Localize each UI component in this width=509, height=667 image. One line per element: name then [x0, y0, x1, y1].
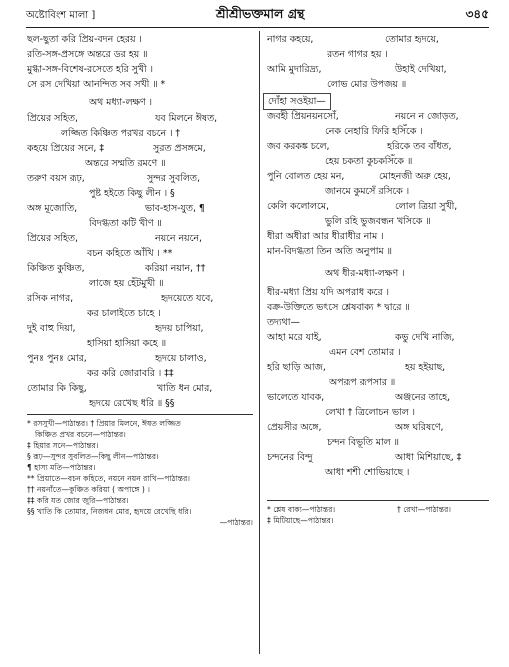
verse-line: কিঞ্চিত কুঞ্চিত, [27, 263, 85, 274]
verse-line: নয়নে ন জোড়ত, [395, 111, 459, 122]
verse-line: অঙ্গ মূজোতি, [27, 203, 78, 214]
section-heading: অথ মধ্যা-লক্ষণ । [89, 97, 153, 108]
verse-line: কহয়ে প্রিয়ের সনে, ‡ [27, 143, 105, 154]
verse-line: ধীর-মধ্যা প্রিয় যদি অপরাধ করে । [267, 287, 389, 298]
verse-line: সুন্দর সুবলিত, [147, 173, 200, 184]
verse-line: হাসিয়া হাসিয়া কহে ॥ [87, 338, 167, 349]
footnote: * শ্লেষ বাক্য—পাঠান্তর। [267, 505, 336, 514]
verse-line: লেখা † ত্রিলোচন ভাল । [325, 407, 416, 418]
verse-line: ভুলি রহি ভুজবন্ধন খসিকে ॥ [325, 216, 431, 227]
verse-line: নাগর কহয়ে, [267, 34, 314, 45]
verse-line: উহাই দেখিয়া, [395, 64, 447, 75]
verse-line: দুই বাহু দিয়া, [27, 323, 76, 334]
verse-line: করিয়া নয়ান, †† [145, 263, 206, 274]
verse-line: চন্দনের বিন্দু [267, 452, 313, 463]
verse-line: ধীরা অধীরা আর ধীরাধীর নাম । [267, 231, 384, 242]
verse-line: খাতি ধন মোর, [157, 383, 213, 394]
footnote: † রেখা—পাঠান্তর। [397, 505, 451, 514]
footnote: ‡ মিটিয়াছে—পাঠান্তর। [267, 516, 334, 525]
verse-line: রতি-সঙ্গ-প্রসঙ্গে অন্তরে ডর হয় ॥ [27, 49, 148, 60]
page-number: ৩৪৫ [465, 7, 489, 21]
verse-line: লোভ মোর উপজয় ॥ [327, 79, 407, 90]
verse-line: তোমার হৃদয়ে, [385, 34, 439, 45]
footnote-rule [27, 414, 253, 415]
verse-line: পুনি বোলত হেয় মন, [267, 171, 345, 182]
footnote: ‡ হিয়ার সনে—পাঠান্তর। [27, 441, 99, 450]
section-heading: অথ ধীর-মধ্যা-লক্ষণ । [325, 268, 405, 279]
verse-line: জানমে কুমসেঁ রসিকে । [325, 186, 410, 197]
verse-line: রতন গাগর হয় । [327, 49, 388, 60]
verse-line: নেক নেহারি ফিরি হসিঁকে । [325, 126, 423, 137]
verse-line: তোমার কি কিছু, [27, 383, 87, 394]
verse-line: প্রিয়ের সহিত, [27, 113, 78, 124]
verse-line: কর করি জোরাবরি । ‡‡ [87, 368, 174, 379]
book-title: শ্রীশ্রীভক্তমাল গ্রন্থ [216, 6, 305, 21]
verse-line: তদ্যথা— [267, 317, 300, 328]
verse-line: আহা মরে যাই, [267, 332, 322, 343]
verse-line: ছল-ছুতা করি প্রিয়-বদন হেরয় । [27, 34, 142, 45]
footnotes [27, 418, 253, 528]
verse-line: নয়নে নয়নে, [155, 233, 202, 244]
verse-line: হৃদয়েতে যবে, [161, 293, 214, 304]
verse-line: সে রস দেখিয়া আনন্দিত সব সখী ॥ * [27, 79, 166, 90]
footnote: ‡‡ করি যত জোর জুরি—পাঠান্তর। [27, 496, 129, 505]
footnote: §§ খাতি কি তোমার, নিজধন মোর, হৃদয়ে রেখেছি ধরি। [27, 507, 192, 516]
footnote: * রসসুখী—পাঠান্তর। † প্রিয়ার মিলনে, ঈষত লজ্জিত [27, 419, 181, 428]
verse-line: বিদগ্ধতা কটি খীণ ॥ [89, 218, 162, 229]
verse-line: হয় হইয়াছ, [405, 362, 446, 373]
footnote: †† নয়নাঁতে—কুঞ্চিত করিয়া ( অপাঙ্গে ) । [27, 485, 150, 494]
left-column [27, 32, 253, 528]
verse-line: কভু দেখি নাজি, [395, 332, 455, 343]
column-divider [259, 31, 260, 654]
verse-line: যব মিলনে ঈষত, [155, 113, 218, 124]
verse-line: রসিক নাগর, [27, 293, 74, 304]
verse-line: কর চালাইতে চাহে । [87, 308, 161, 319]
header-rule [26, 27, 489, 28]
verse-line: বচন কহিতে আঁখি । ** [87, 248, 173, 259]
footnote-rule [267, 500, 489, 501]
footnote: ** প্রিয়াতে—বচন কহিতে, নয়নে নয়ন রাখি—পাঠান্তর। [27, 474, 191, 483]
verse-line: মোহনজী অরু হেয়, [379, 171, 451, 182]
verse-line: কেলি কলোলমে, [267, 201, 329, 212]
verse-line: আধা শশী শোভিয়াছে । [325, 467, 410, 478]
verse-line: হৃদয়ে রেখেছ ধরি ॥ §§ [89, 398, 175, 409]
verse-line: হৃদয় চাপিয়া, [155, 323, 204, 334]
footnote: কিঞ্চিত প্রখর বচনে—পাঠান্তর। [35, 430, 126, 439]
verse-line: অঙ্গ ঘরিষণে, [395, 422, 444, 433]
boxed-label: দোঁহা সওইয়া— [263, 93, 331, 110]
running-header [26, 6, 489, 24]
verse-line: বক্র-উক্তিতে ভৎসে শ্লেষবাক্য * দ্বারে ॥ [267, 302, 410, 313]
verse-line: মান-বিদগ্ধতা তিন অতি অনুপাম ॥ [267, 246, 392, 257]
footnotes [267, 504, 489, 526]
verse-line: লজ্জিত কিঞ্চিত পরখর বচনে । † [61, 128, 181, 139]
verse-line: প্রিয়ের সহিত, [27, 233, 78, 244]
verse-line: মুগ্ধা-সঙ্গ-বিশেষ-রসেতে হরি সুখী । [27, 64, 154, 75]
verse-line: ভাব-হাস-যুত, ¶ [145, 203, 205, 214]
verse-line: হরিকে তব বাঁধত, [387, 141, 452, 152]
verse-line: পুনঃ পুনঃ মোর, [27, 353, 87, 364]
verse-line: জবহী প্রিয়নয়নসোঁ, [267, 111, 339, 122]
verse-line: অপরূপ রূপসার ॥ [329, 377, 396, 388]
footnote: § রূঢ়—সুন্দর সুবলিত—কিছু লীন—পাঠান্তর। [27, 452, 159, 461]
verse-line: তরুণ বয়স রূঢ়, [27, 173, 85, 184]
verse-line: হেয় চকতা কুচকসিঁকে ॥ [325, 156, 413, 167]
chapter-label: অষ্টোবিংশ মালা ] [26, 10, 96, 21]
verse-line: জব করকঙ্ক চলে, [267, 141, 330, 152]
verse-line: আধা মিশিয়াছে, ‡ [395, 452, 462, 463]
verse-line: চন্দন বিভূতি মাল ॥ [327, 437, 399, 448]
verse-line: সুরত প্রসঙ্গমে, [153, 143, 206, 154]
verse-line: লাজে হয় হেঁটমুখী ॥ [89, 278, 164, 289]
verse-line: লোল ত্রিয়া সুখী, [395, 201, 458, 212]
verse-line: অঞ্জনের তাহে, [395, 392, 451, 403]
verse-line: পুষ্ট হইতে কিছু লীন । § [89, 188, 175, 199]
verse-line: প্রেয়সীর অঙ্গে, [267, 422, 322, 433]
verse-line: ভালেতে যাবক, [267, 392, 325, 403]
right-column [267, 32, 489, 526]
footnote: —পাঠান্তর। [219, 518, 253, 527]
verse-line: অন্তরে সম্মতি রমণে ॥ [85, 158, 166, 169]
verse-line: আমি মুদারিদ্র্য, [267, 64, 322, 75]
footnote: ¶ হাস্য মতি—পাঠান্তর। [27, 463, 96, 472]
verse-line: হৃদয়ে চালাও, [155, 353, 207, 364]
verse-line: এমন বেশ তোমার । [329, 347, 401, 358]
verse-line: হরি ছাড়ি আজ, [267, 362, 326, 373]
